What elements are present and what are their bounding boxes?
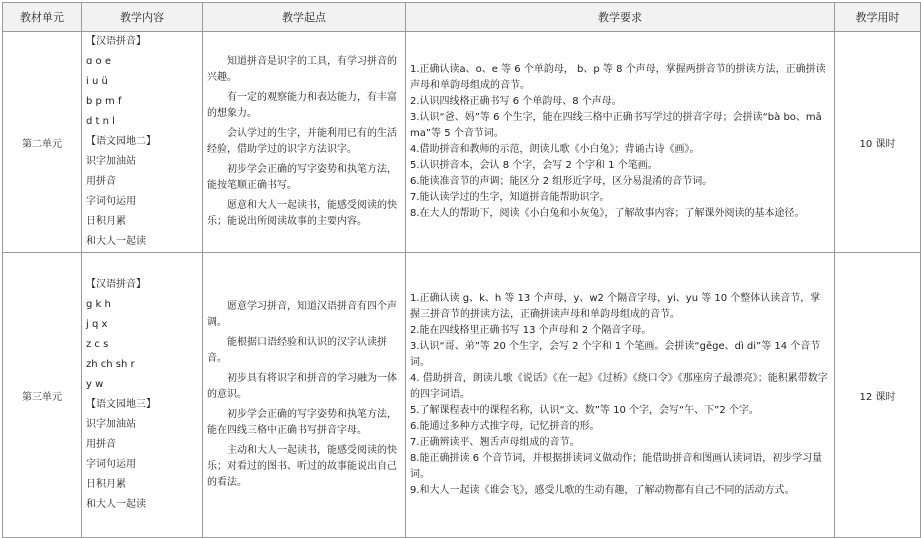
content-item: i u ü [86, 76, 108, 87]
requirement-item: 3.认识“哥、弟”等 20 个生字，会写 2 个字和 1 个笔画。会拼读“gēge、dì di”等 14 个音节词。 [410, 341, 821, 368]
unit-cell: 第三单元 [3, 253, 82, 538]
content-item: 字词句运用 [86, 196, 136, 207]
start-paragraph: 会认学过的生字，并能利用已有的生活经验，借助学过的识字方法识字。 [207, 128, 397, 155]
requirement-item: 7.能认读学过的生字，知道拼音能帮助识字。 [410, 192, 610, 203]
time-cell: 10 课时 [835, 32, 921, 253]
content-item: 用拼音 [86, 176, 116, 187]
requirement-item: 2.认识四线格正确书写 6 个单韵母、8 个声母。 [410, 96, 622, 107]
content-item: 识字加油站 [86, 156, 136, 167]
content-item: 日积月累 [86, 216, 126, 227]
requirement-item: 3.认识“爸、妈”等 6 个生字，能在四线三格中正确书写学过的拼音字母；会拼读“bà bo、mā ma”等 5 个音节词。 [410, 112, 822, 139]
requirement-item: 5.认识拼音本，会认 8 个字，会写 2 个字和 1 个笔画。 [410, 160, 658, 171]
requirement-item: 1.正确认读 g、k、h 等 13 个声母，y、w2 个隔音字母，yi、yu 等 10 个整体认读音节，掌握三拼音节的拼读方法，正确拼读声母和单韵母组成的音节。 [410, 293, 821, 320]
requirement-item: 2.能在四线格里正确书写 13 个声母和 2 个隔音字母。 [410, 325, 652, 336]
header-unit: 教材单元 [3, 3, 82, 32]
content-item: ɑ o e [86, 56, 111, 67]
requirement-item: 6.能通过多种方式推字母，记忆拼音的形。 [410, 421, 600, 432]
content-item: 【汉语拼音】 [86, 279, 146, 290]
table-row-unit-2 [3, 32, 921, 253]
content-item: 和大人一起读 [86, 236, 146, 247]
content-item: j q x [86, 319, 108, 330]
start-paragraph: 主动和大人一起读书，能感受阅读的快乐；对看过的图书、听过的故事能说出自己的看法。 [207, 445, 397, 488]
start-paragraph: 有一定的观察能力和表达能力，有丰富的想象力。 [207, 92, 397, 119]
requirement-item: 4. 借助拼音，朗读儿歌《说话》《在一起》《过桥》《绕口令》《那座房子最漂亮》；能积累带数字的四字词语。 [410, 373, 828, 400]
requirements-list [410, 62, 830, 222]
requirements-cell [406, 32, 835, 253]
start-paragraph: 初步学会正确的写字姿势和执笔方法，能在四线三格中正确书写拼音字母。 [207, 409, 397, 436]
content-item: 【语文园地三】 [86, 399, 156, 410]
requirement-item: 8.能正确拼读 6 个音节词，并根据拼读词义做动作；能借助拼音和图画认读词语，初步学习量词。 [410, 453, 823, 480]
requirement-item: 4.借助拼音和教师的示范，朗读儿歌《小白兔》；背诵古诗《画》。 [410, 144, 700, 155]
requirements-cell [406, 253, 835, 538]
requirement-item: 7.正确辨读平、翘舌声母组成的音节。 [410, 437, 580, 448]
requirement-item: 8.在大人的帮助下，阅读《小白兔和小灰兔》，了解故事内容；了解课外阅读的基本途径。 [410, 208, 805, 219]
content-item: g k h [86, 299, 111, 310]
content-item: z c s [86, 339, 109, 350]
curriculum-table-wrapper [2, 2, 900, 515]
content-item: 日积月累 [86, 479, 126, 490]
content-item: y w [86, 379, 104, 390]
content-item: d t n l [86, 116, 115, 127]
start-paragraph: 初步具有将识字和拼音的学习融为一体的意识。 [207, 373, 397, 400]
start-cell [203, 253, 406, 538]
content-item: 识字加油站 [86, 419, 136, 430]
content-cell [82, 253, 203, 538]
content-list [86, 32, 198, 252]
time-cell: 12 课时 [835, 253, 921, 538]
start-paragraph: 能根据口语经验和认识的汉字认读拼音。 [207, 337, 387, 364]
requirement-item: 6.能读准音节的声调；能区分 2 组形近字母，区分易混淆的音节词。 [410, 176, 713, 187]
start-paragraph: 愿意和大人一起读书，能感受阅读的快乐；能说出所阅读故事的主要内容。 [207, 200, 397, 227]
start-paragraph: 初步学会正确的写字姿势和执笔方法，能按笔顺正确书写。 [207, 164, 397, 191]
unit-cell: 第二单元 [3, 32, 82, 253]
content-list [86, 275, 198, 515]
start-cell [203, 32, 406, 253]
header-requirements: 教学要求 [406, 3, 835, 32]
content-item: 【汉语拼音】 [86, 36, 146, 47]
content-item: 字词句运用 [86, 459, 136, 470]
header-time: 教学用时 [835, 3, 921, 32]
table-row-unit-3 [3, 253, 921, 538]
content-item: 用拼音 [86, 439, 116, 450]
header-content: 教学内容 [82, 3, 203, 32]
content-item: zh ch sh r [86, 359, 135, 370]
start-paragraph: 知道拼音是识字的工具，有学习拼音的兴趣。 [207, 56, 397, 83]
content-item: b p m f [86, 96, 122, 107]
header-start: 教学起点 [203, 3, 406, 32]
requirement-item: 9.和大人一起读《谁会飞》，感受儿歌的生动有趣，了解动物都有自己不同的活动方式。 [410, 485, 795, 496]
requirement-item: 1.正确认读a、o、e 等 6 个单韵母， b、p 等 8 个声母，掌握两拼音节的拼读方法，正确拼读声母和单韵母组成的音节。 [410, 64, 826, 91]
requirement-item: 5.了解课程表中的课程名称，认识“文、数”等 10 个字，会写“午、下”2 个字。 [410, 405, 759, 416]
header-row [3, 3, 921, 32]
start-paragraph: 愿意学习拼音，知道汉语拼音有四个声调。 [207, 301, 397, 328]
curriculum-table [2, 2, 921, 538]
content-item: 【语文园地二】 [86, 136, 156, 147]
requirements-list [410, 291, 830, 499]
content-item: 和大人一起读 [86, 499, 146, 510]
content-cell [82, 32, 203, 253]
